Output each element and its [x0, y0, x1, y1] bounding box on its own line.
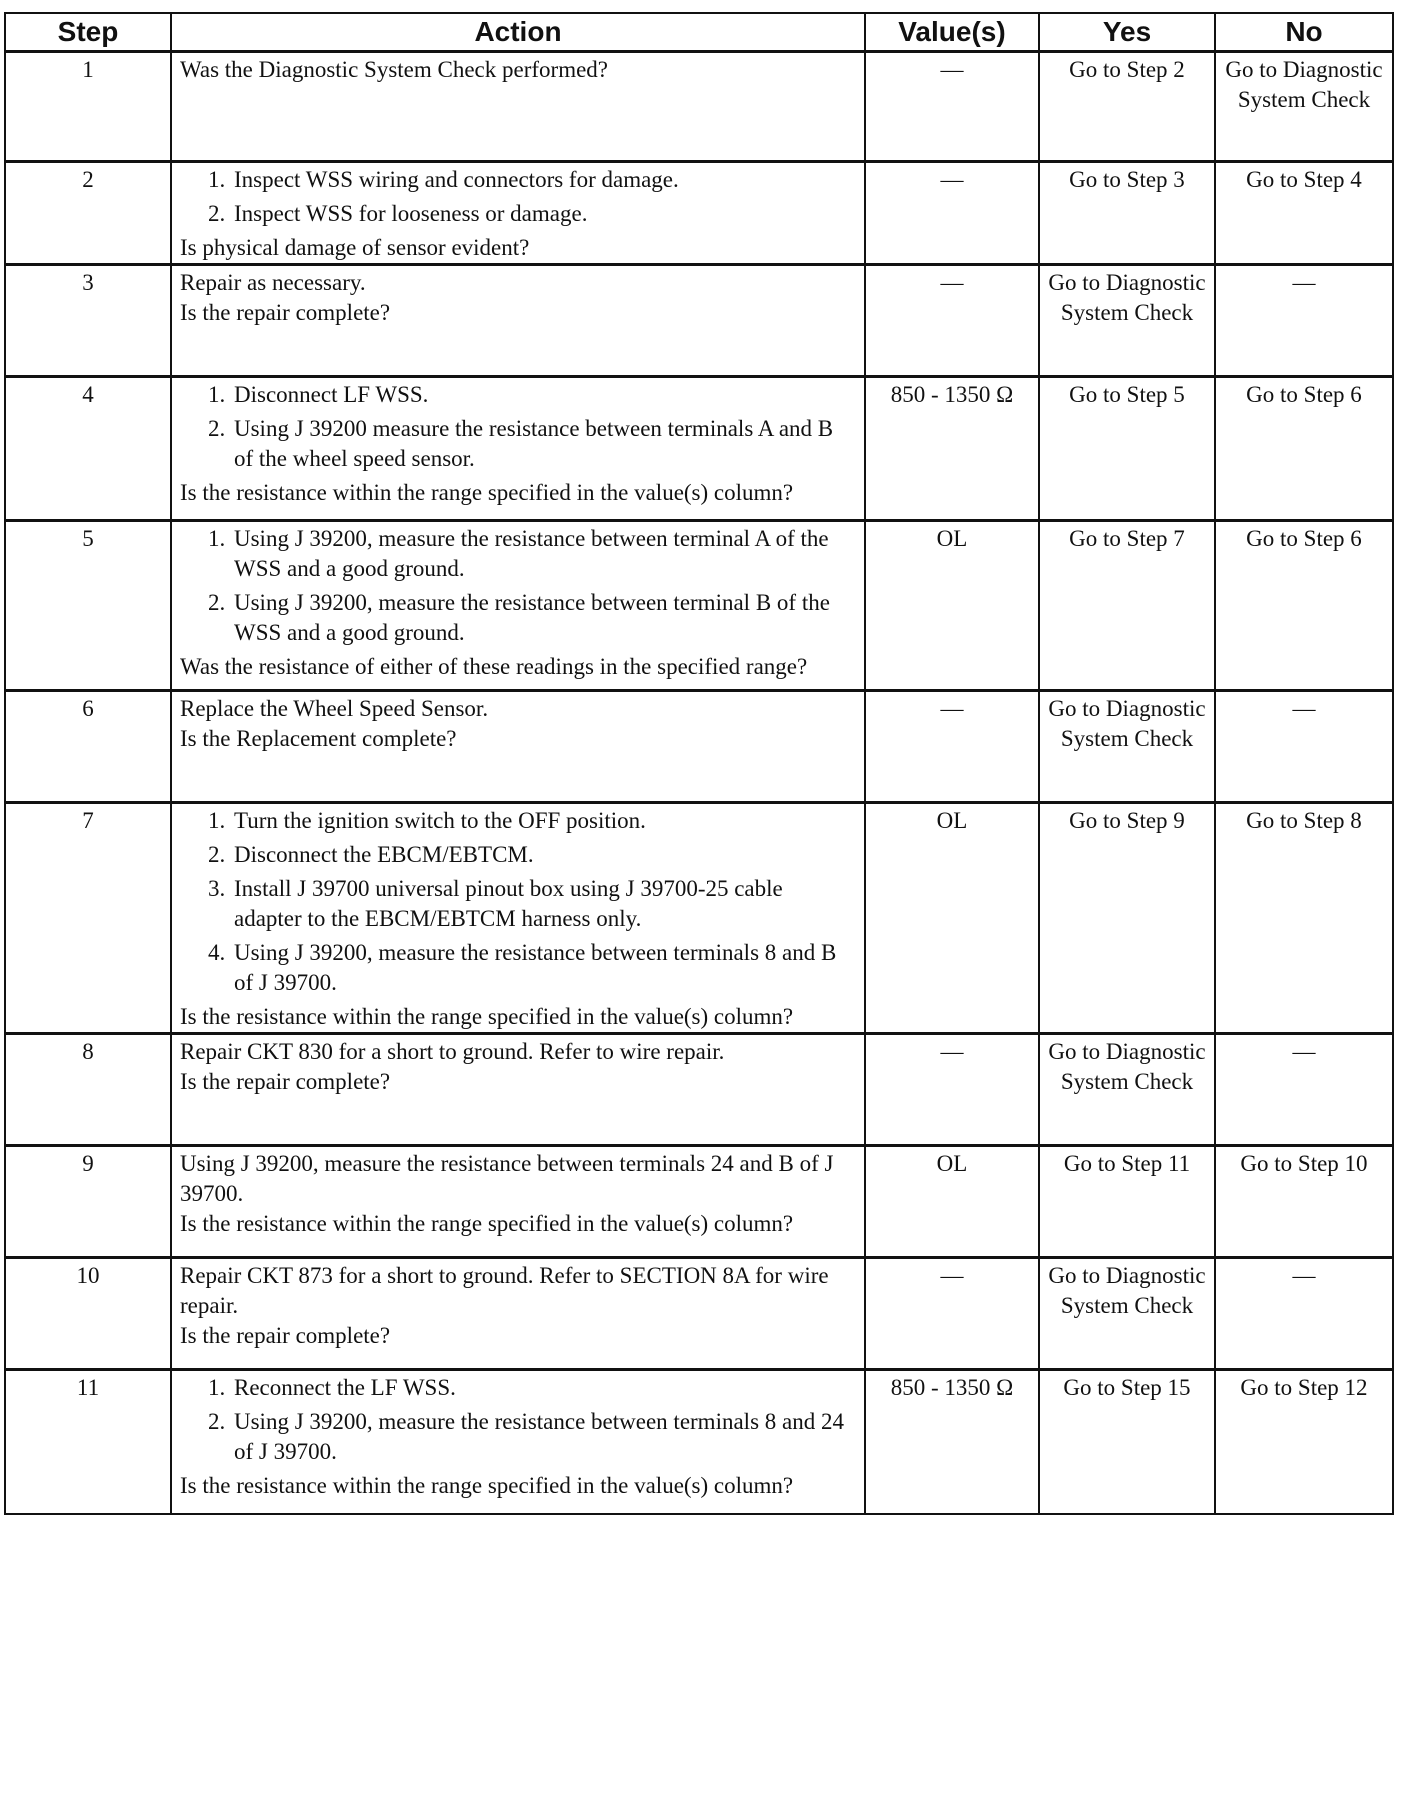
- value-cell: —: [865, 1034, 1039, 1146]
- action-list-item: [208, 199, 856, 229]
- no-cell: Go to Diagnostic System Check: [1215, 52, 1393, 162]
- list-item-text: Using J 39200 measure the resistance between terminals A and B of the wheel speed sensor.: [234, 416, 834, 471]
- action-cell: [171, 52, 865, 162]
- action-cell: [171, 265, 865, 377]
- step-number: 2: [5, 162, 171, 265]
- step-number: 4: [5, 377, 171, 521]
- step-number: 7: [5, 803, 171, 1034]
- yes-cell: Go to Step 3: [1039, 162, 1215, 265]
- table-row: [5, 691, 1393, 803]
- value-cell: —: [865, 265, 1039, 377]
- list-number: 1.: [208, 526, 226, 551]
- list-number: 1.: [208, 808, 226, 833]
- no-cell: —: [1215, 1034, 1393, 1146]
- action-question: Is physical damage of sensor evident?: [180, 235, 530, 260]
- header-values: Value(s): [865, 13, 1039, 52]
- action-cell: [171, 521, 865, 691]
- no-cell: —: [1215, 265, 1393, 377]
- list-number: 2.: [208, 590, 226, 615]
- list-number: 2.: [208, 416, 226, 441]
- no-cell: Go to Step 6: [1215, 377, 1393, 521]
- action-text: Repair as necessary.: [180, 270, 366, 295]
- action-cell: [171, 162, 865, 265]
- action-list-item: [208, 806, 856, 836]
- action-cell: [171, 1034, 865, 1146]
- list-number: 2.: [208, 201, 226, 226]
- header-step: Step: [5, 13, 171, 52]
- header-row: [5, 13, 1393, 52]
- step-number: 3: [5, 265, 171, 377]
- value-cell: OL: [865, 1146, 1039, 1258]
- list-number: 2.: [208, 1409, 226, 1434]
- action-text: Was the Diagnostic System Check performed?: [180, 57, 609, 82]
- value-cell: 850 - 1350 Ω: [865, 1370, 1039, 1514]
- action-list: [180, 1373, 856, 1467]
- list-number: 3.: [208, 876, 226, 901]
- header-action: Action: [171, 13, 865, 52]
- action-text: Using J 39200, measure the resistance between terminals 24 and B of J 39700.: [180, 1151, 834, 1206]
- value-cell: —: [865, 162, 1039, 265]
- yes-cell: Go to Step 9: [1039, 803, 1215, 1034]
- action-question: Is the resistance within the range specified in the value(s) column?: [180, 480, 794, 505]
- table-row: [5, 803, 1393, 1034]
- list-number: 1.: [208, 382, 226, 407]
- value-cell: OL: [865, 521, 1039, 691]
- list-item-text: Using J 39200, measure the resistance between terminals 8 and 24 of J 39700.: [234, 1409, 844, 1464]
- list-item-text: Using J 39200, measure the resistance between terminals 8 and B of J 39700.: [234, 940, 837, 995]
- action-list-item: [208, 1373, 856, 1403]
- action-list-item: [208, 938, 856, 998]
- action-list-item: [208, 588, 856, 648]
- list-number: 1.: [208, 1375, 226, 1400]
- value-cell: 850 - 1350 Ω: [865, 377, 1039, 521]
- action-text: Replace the Wheel Speed Sensor.: [180, 696, 489, 721]
- action-list: [180, 806, 856, 998]
- step-number: 1: [5, 52, 171, 162]
- action-list-item: [208, 524, 856, 584]
- action-question: Was the resistance of either of these readings in the specified range?: [180, 654, 808, 679]
- header-no: No: [1215, 13, 1393, 52]
- table-row: [5, 1258, 1393, 1370]
- no-cell: Go to Step 6: [1215, 521, 1393, 691]
- list-item-text: Using J 39200, measure the resistance between terminal B of the WSS and a good ground.: [234, 590, 830, 645]
- list-item-text: Using J 39200, measure the resistance between terminal A of the WSS and a good ground.: [234, 526, 829, 581]
- action-cell: [171, 803, 865, 1034]
- value-cell: —: [865, 691, 1039, 803]
- table-row: [5, 377, 1393, 521]
- action-text: Repair CKT 830 for a short to ground. Refer to wire repair.: [180, 1039, 725, 1064]
- list-item-text: Inspect WSS for looseness or damage.: [234, 201, 588, 226]
- action-text: Is the Replacement complete?: [180, 726, 457, 751]
- action-list: [180, 380, 856, 474]
- no-cell: Go to Step 10: [1215, 1146, 1393, 1258]
- list-item-text: Install J 39700 universal pinout box using J 39700-25 cable adapter to the EBCM/EBTCM harness only.: [234, 876, 783, 931]
- list-item-text: Turn the ignition switch to the OFF position.: [234, 808, 646, 833]
- table-row: [5, 265, 1393, 377]
- table-row: [5, 1370, 1393, 1514]
- action-list-item: [208, 874, 856, 934]
- header-yes: Yes: [1039, 13, 1215, 52]
- action-list: [180, 165, 856, 229]
- step-number: 10: [5, 1258, 171, 1370]
- no-cell: Go to Step 4: [1215, 162, 1393, 265]
- list-item-text: Disconnect LF WSS.: [234, 382, 429, 407]
- action-text: Repair CKT 873 for a short to ground. Refer to SECTION 8A for wire repair.: [180, 1263, 829, 1318]
- step-number: 11: [5, 1370, 171, 1514]
- step-number: 5: [5, 521, 171, 691]
- action-cell: [171, 1258, 865, 1370]
- no-cell: Go to Step 8: [1215, 803, 1393, 1034]
- action-list-item: [208, 1407, 856, 1467]
- table-row: [5, 1146, 1393, 1258]
- action-question: Is the resistance within the range specified in the value(s) column?: [180, 1004, 794, 1029]
- table-row: [5, 162, 1393, 265]
- action-cell: [171, 691, 865, 803]
- action-list: [180, 524, 856, 648]
- list-item-text: Inspect WSS wiring and connectors for damage.: [234, 167, 679, 192]
- yes-cell: Go to Step 15: [1039, 1370, 1215, 1514]
- yes-cell: Go to Step 5: [1039, 377, 1215, 521]
- action-text: Is the resistance within the range specified in the value(s) column?: [180, 1211, 794, 1236]
- no-cell: Go to Step 12: [1215, 1370, 1393, 1514]
- diagnostic-table: [4, 12, 1394, 1515]
- value-cell: —: [865, 1258, 1039, 1370]
- yes-cell: Go to Step 7: [1039, 521, 1215, 691]
- action-text: Is the repair complete?: [180, 300, 391, 325]
- action-list-item: [208, 414, 856, 474]
- yes-cell: Go to Diagnostic System Check: [1039, 1258, 1215, 1370]
- action-cell: [171, 1146, 865, 1258]
- no-cell: —: [1215, 1258, 1393, 1370]
- table-row: [5, 52, 1393, 162]
- step-number: 9: [5, 1146, 171, 1258]
- value-cell: OL: [865, 803, 1039, 1034]
- step-number: 6: [5, 691, 171, 803]
- list-number: 4.: [208, 940, 226, 965]
- action-cell: [171, 1370, 865, 1514]
- list-item-text: Reconnect the LF WSS.: [234, 1375, 456, 1400]
- action-list-item: [208, 840, 856, 870]
- yes-cell: Go to Step 2: [1039, 52, 1215, 162]
- action-cell: [171, 377, 865, 521]
- yes-cell: Go to Step 11: [1039, 1146, 1215, 1258]
- list-number: 1.: [208, 167, 226, 192]
- yes-cell: Go to Diagnostic System Check: [1039, 691, 1215, 803]
- table-row: [5, 1034, 1393, 1146]
- no-cell: —: [1215, 691, 1393, 803]
- table-row: [5, 521, 1393, 691]
- list-item-text: Disconnect the EBCM/EBTCM.: [234, 842, 534, 867]
- action-question: Is the resistance within the range specified in the value(s) column?: [180, 1473, 794, 1498]
- action-list-item: [208, 380, 856, 410]
- yes-cell: Go to Diagnostic System Check: [1039, 1034, 1215, 1146]
- step-number: 8: [5, 1034, 171, 1146]
- action-text: Is the repair complete?: [180, 1323, 391, 1348]
- value-cell: —: [865, 52, 1039, 162]
- action-list-item: [208, 165, 856, 195]
- action-text: Is the repair complete?: [180, 1069, 391, 1094]
- yes-cell: Go to Diagnostic System Check: [1039, 265, 1215, 377]
- list-number: 2.: [208, 842, 226, 867]
